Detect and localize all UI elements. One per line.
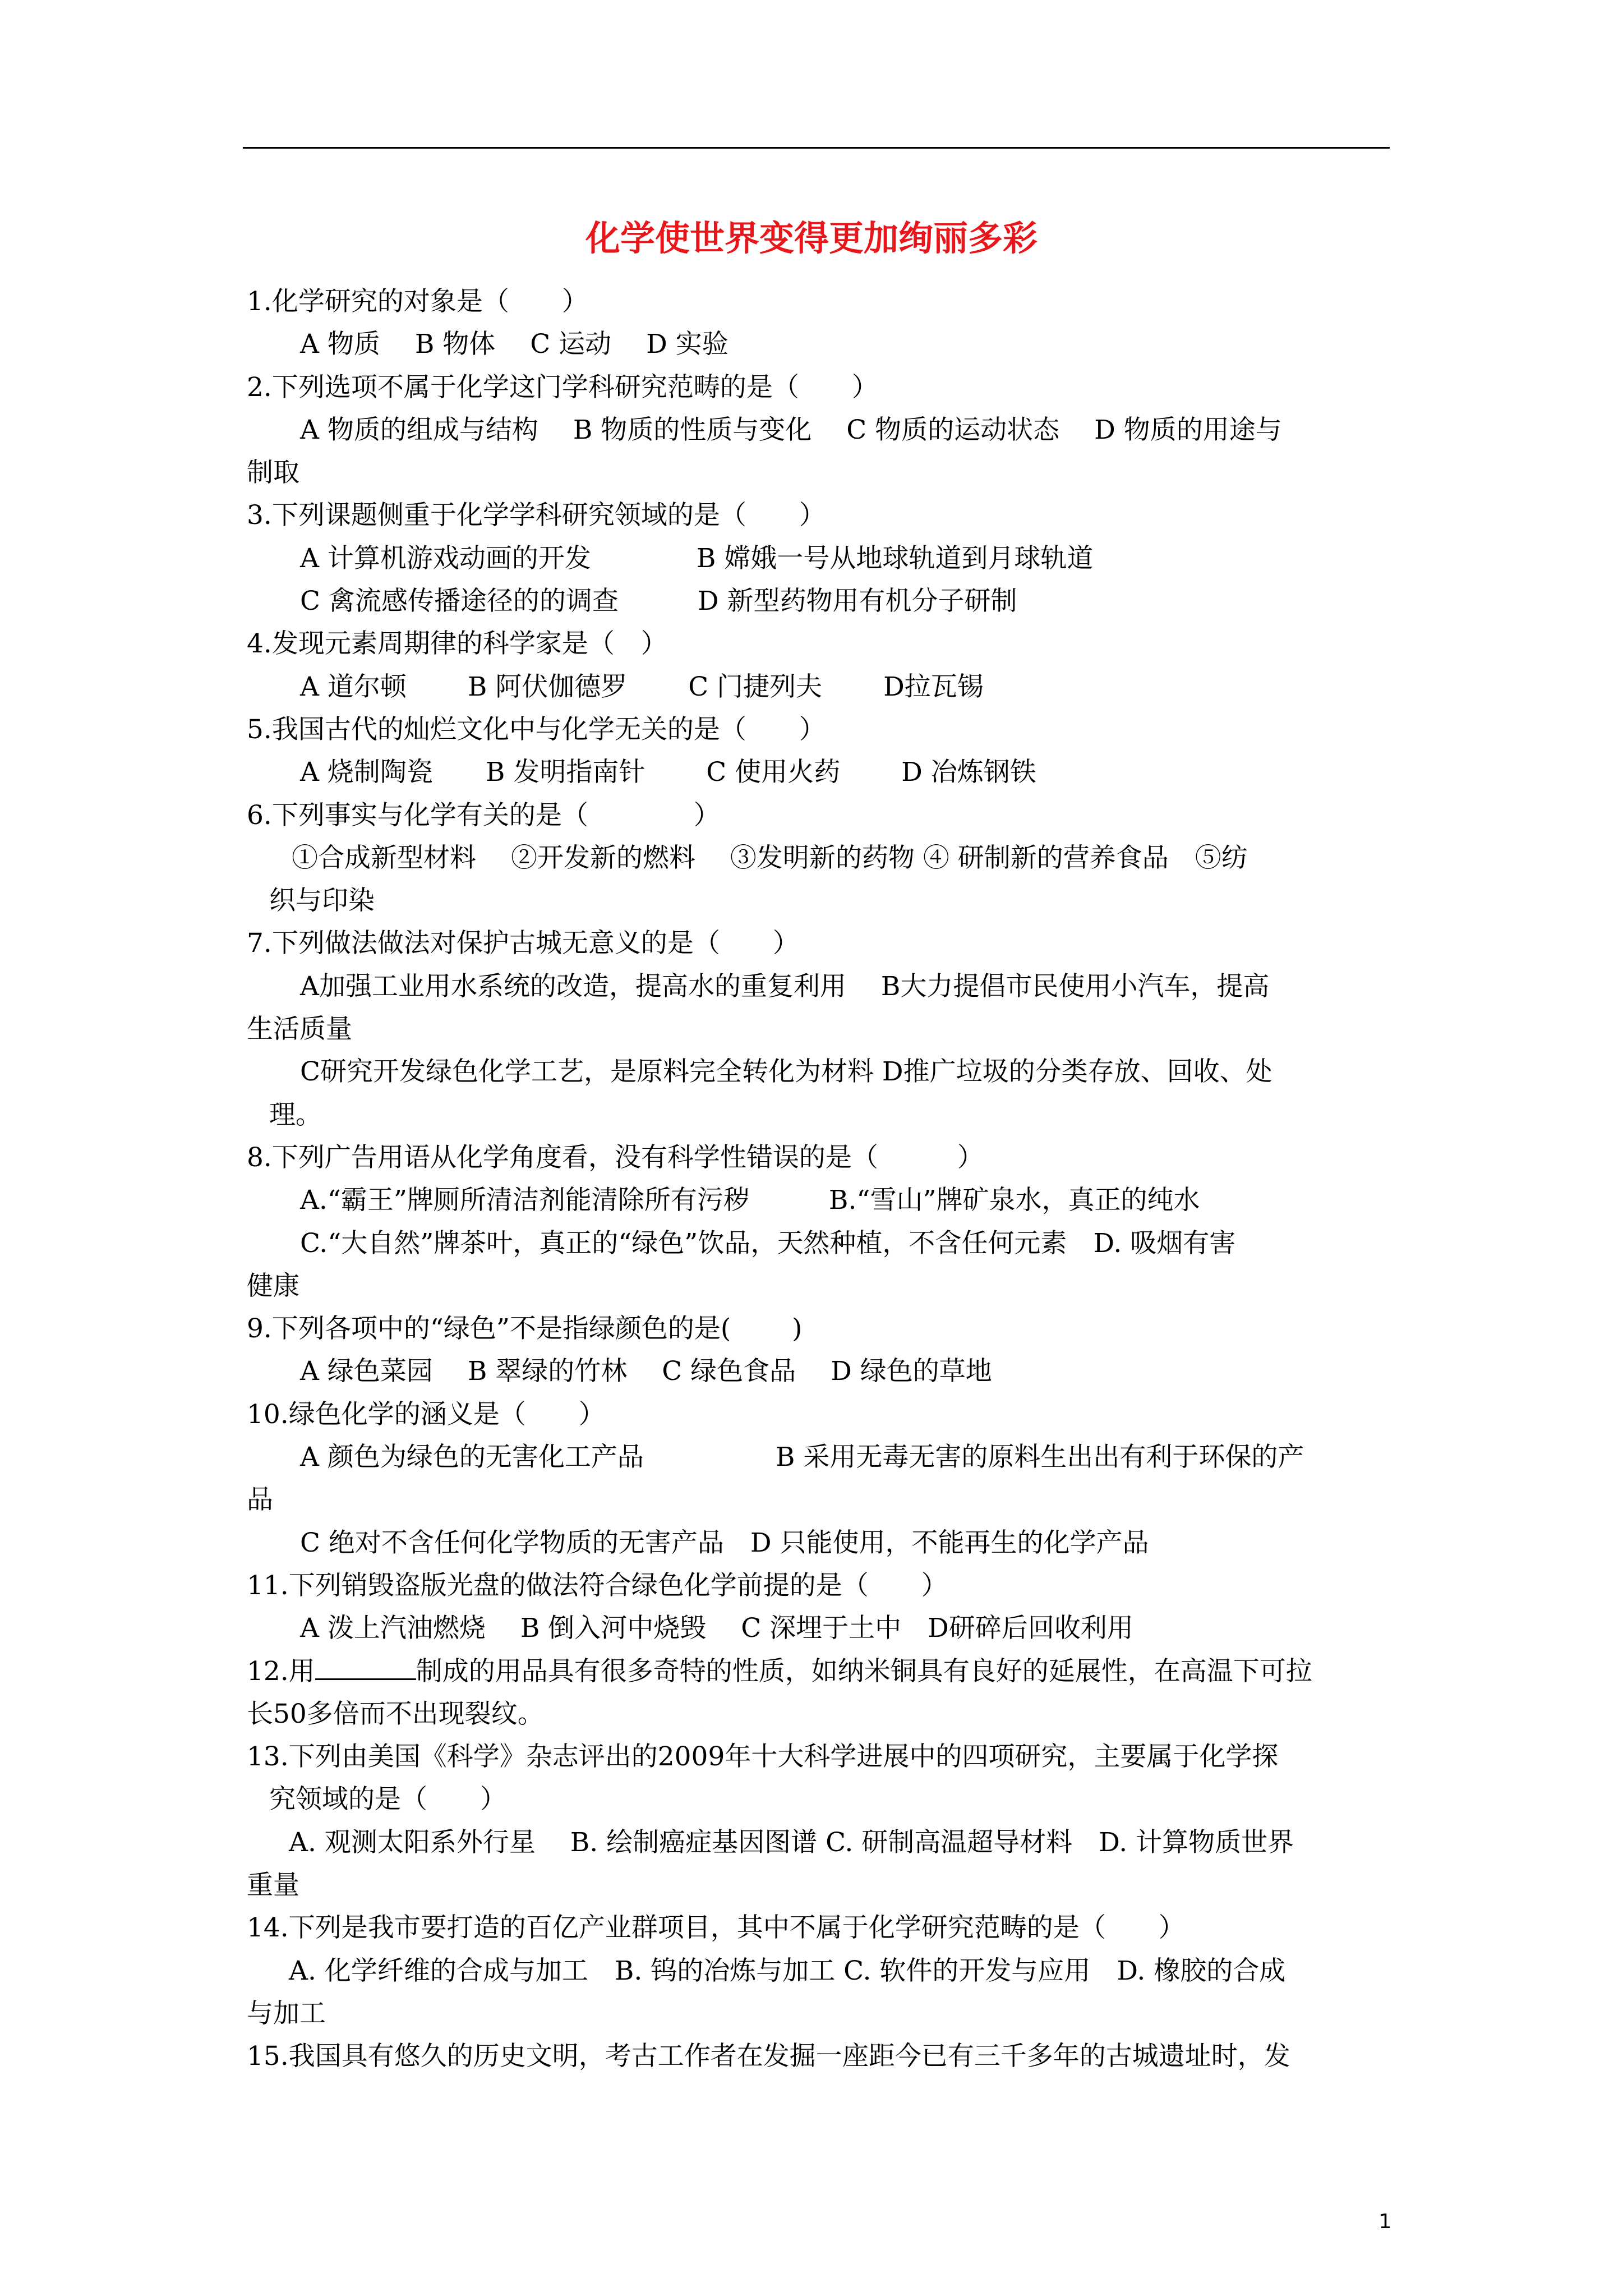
- question-13-options-cont: 重量: [247, 1869, 299, 1901]
- question-6-stem: 6.下列事实与化学有关的是（ ）: [247, 799, 720, 831]
- question-8-stem: 8.下列广告用语从化学角度看，没有科学性错误的是（ ）: [247, 1142, 984, 1173]
- question-3-options-ab: A 计算机游戏动画的开发 B 嫦娥一号从地球轨道到月球轨道: [300, 542, 1094, 574]
- question-9-options: A 绿色菜园 B 翠绿的竹林 C 绿色食品 D 绿色的草地: [300, 1356, 992, 1387]
- question-5-stem: 5.我国古代的灿烂文化中与化学无关的是（ ）: [247, 714, 826, 745]
- question-12-prefix: 12.用: [247, 1655, 315, 1687]
- question-15-stem: 15.我国具有悠久的历史文明，考古工作者在发掘一座距今已有三千多年的古城遗址时，发: [247, 2041, 1290, 2072]
- question-7-options-ab: A加强工业用水系统的改造，提高水的重复利用 B大力提倡市民使用小汽车，提高: [300, 970, 1270, 1002]
- header-rule: [243, 147, 1390, 149]
- question-10-options-cd: C 绝对不含任何化学物质的无害产品 D 只能使用，不能再生的化学产品: [300, 1527, 1149, 1558]
- question-7-options-cd-cont: 理。: [269, 1099, 322, 1130]
- question-2-stem: 2.下列选项不属于化学这门学科研究范畴的是（ ）: [247, 371, 878, 403]
- question-13-stem: 13.下列由美国《科学》杂志评出的2009年十大科学进展中的四项研究，主要属于化学探: [247, 1741, 1279, 1773]
- question-1-stem: 1.化学研究的对象是（ ）: [247, 286, 588, 317]
- question-2-options-cont: 制取: [247, 457, 299, 489]
- question-12-cont: 长50多倍而不出现裂纹。: [247, 1698, 544, 1729]
- question-10-stem: 10.绿色化学的涵义是（ ）: [247, 1398, 605, 1430]
- question-7-options-cd: C研究开发绿色化学工艺，是原料完全转化为材料 D推广垃圾的分类存放、回收、处: [300, 1056, 1272, 1088]
- question-2-options: A 物质的组成与结构 B 物质的性质与变化 C 物质的运动状态 D 物质的用途与: [300, 414, 1282, 445]
- page-number: 1: [1378, 2210, 1392, 2233]
- question-4-options: A 道尔顿 B 阿伏伽德罗 C 门捷列夫 D拉瓦锡: [300, 671, 984, 702]
- question-9-stem: 9.下列各项中的“绿色”不是指绿颜色的是( ): [247, 1313, 803, 1345]
- question-10-options-ab-cont: 品: [247, 1484, 273, 1516]
- question-8-options-cd: C.“大自然”牌茶叶，真正的“绿色”饮品，天然种植，不含任何元素 D. 吸烟有害: [300, 1227, 1236, 1259]
- question-7-stem: 7.下列做法做法对保护古城无意义的是（ ）: [247, 928, 799, 959]
- question-8-options-ab: A.“霸王”牌厕所清洁剂能清除所有污秽 B.“雪山”牌矿泉水，真正的纯水: [300, 1185, 1200, 1216]
- question-12-text: 制成的用品具有很多奇特的性质，如纳米铜具有良好的延展性，在高温下可拉: [416, 1655, 1312, 1687]
- question-11-stem: 11.下列销毁盗版光盘的做法符合绿色化学前提的是（ ）: [247, 1570, 948, 1601]
- question-5-options: A 烧制陶瓷 B 发明指南针 C 使用火药 D 冶炼钢铁: [300, 757, 1036, 788]
- question-3-stem: 3.下列课题侧重于化学学科研究领域的是（ ）: [247, 500, 826, 531]
- question-14-options-cont: 与加工: [247, 1998, 326, 2029]
- question-14-options: A. 化学纤维的合成与加工 B. 钨的冶炼与加工 C. 软件的开发与应用 D. 橡胶的合成: [289, 1955, 1286, 1986]
- question-3-options-cd: C 禽流感传播途径的的调查 D 新型药物用有机分子研制: [300, 586, 1017, 617]
- question-10-options-ab: A 颜色为绿色的无害化工产品 B 采用无毒无害的原料生出出有利于环保的产: [300, 1442, 1304, 1473]
- question-8-options-cd-cont: 健康: [247, 1270, 299, 1301]
- question-11-options: A 泼上汽油燃烧 B 倒入河中烧毁 C 深埋于土中 D研碎后回收利用: [300, 1613, 1133, 1644]
- question-6-options: ①合成新型材料 ②开发新的燃料 ③发明新的药物 ④ 研制新的营养食品 ⑤纺: [292, 842, 1248, 873]
- question-13-stem-cont: 究领域的是（ ）: [269, 1784, 506, 1815]
- question-6-options-cont: 织与印染: [269, 885, 375, 917]
- question-14-stem: 14.下列是我市要打造的百亿产业群项目，其中不属于化学研究范畴的是（ ）: [247, 1912, 1185, 1944]
- question-4-stem: 4.发现元素周期律的科学家是（ ）: [247, 628, 667, 660]
- answer-blank: [315, 1657, 416, 1680]
- question-13-options: A. 观测太阳系外行星 B. 绘制癌症基因图谱 C. 研制高温超导材料 D. 计算物质世界: [289, 1826, 1294, 1858]
- page-title: 化学使世界变得更加绚丽多彩: [585, 218, 1038, 259]
- question-12-stem: [247, 1650, 1391, 1693]
- question-list: [247, 280, 1391, 2078]
- question-7-options-ab-cont: 生活质量: [247, 1014, 352, 1045]
- question-1-options: A 物质 B 物体 C 运动 D 实验: [300, 329, 728, 360]
